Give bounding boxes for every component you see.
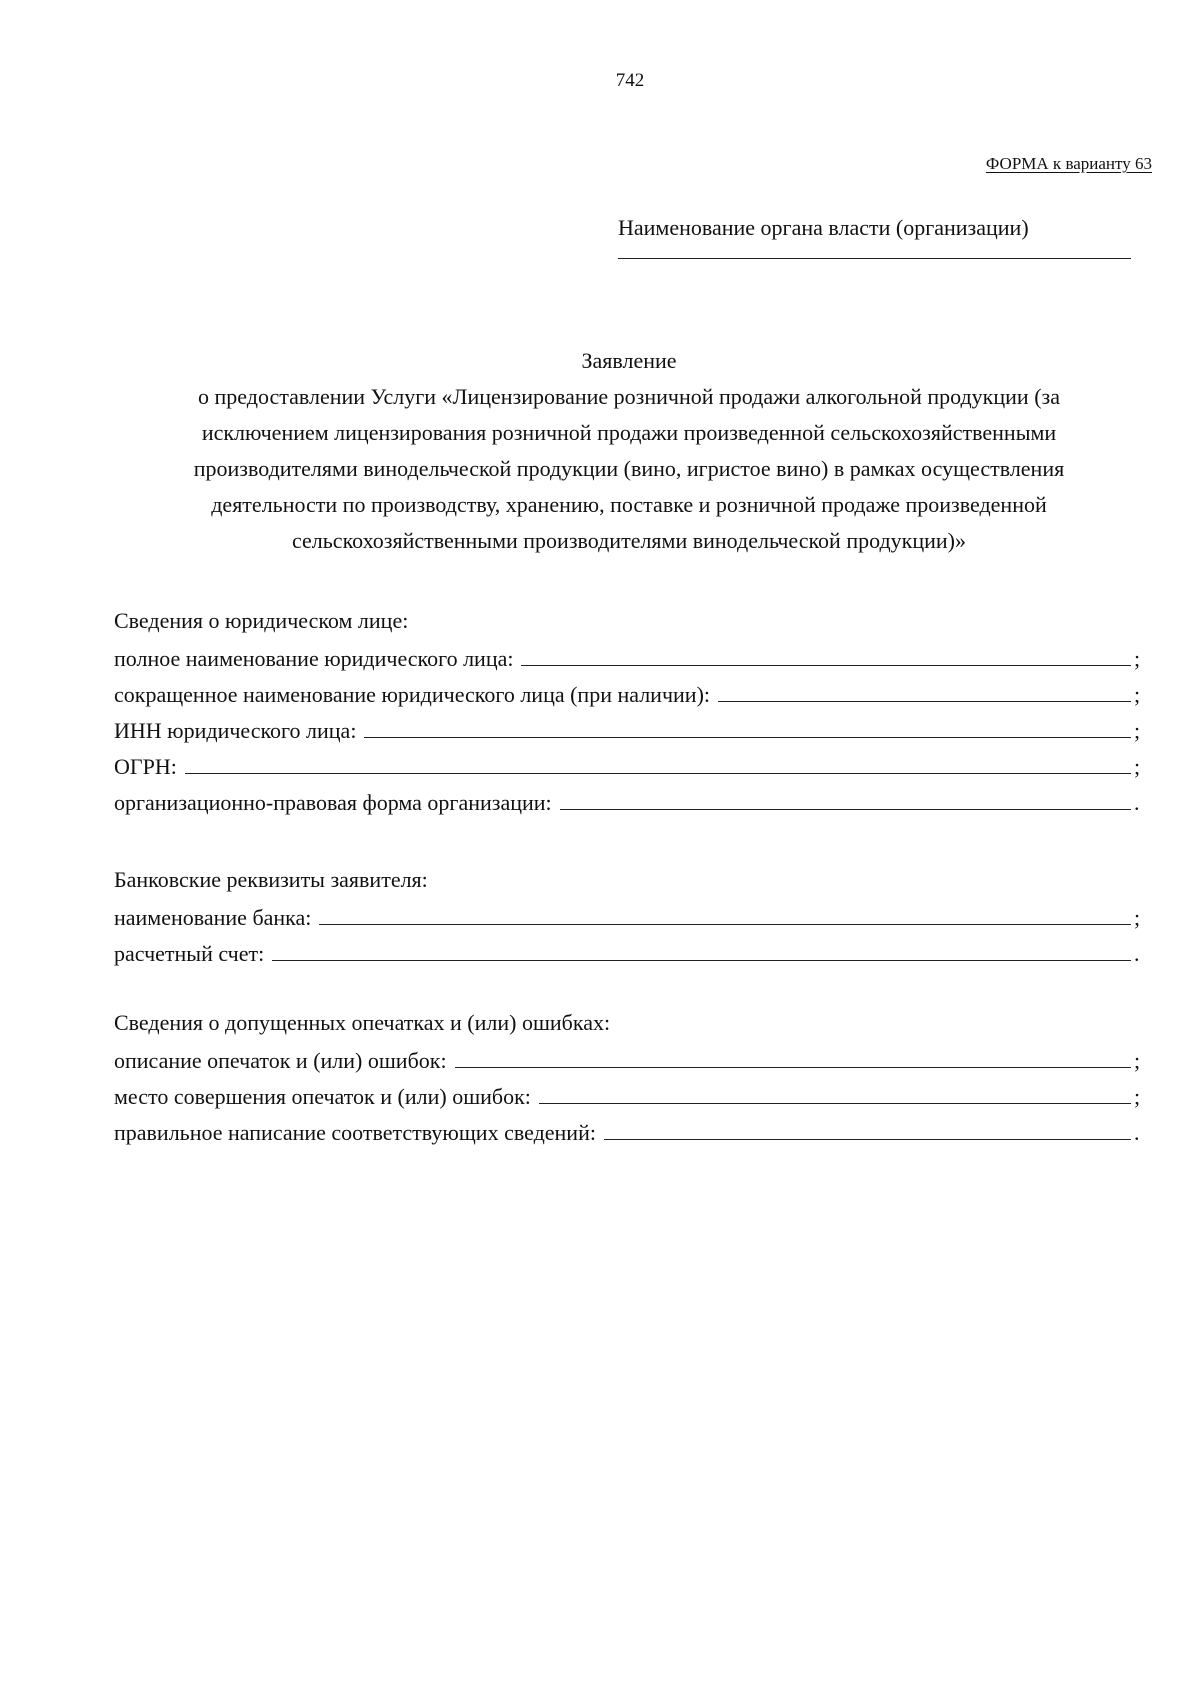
field-account: [114, 934, 1144, 970]
authority-block: [618, 213, 1138, 259]
field-terminator: ;: [1134, 1048, 1141, 1073]
account-input[interactable]: [272, 934, 1131, 961]
title-line: деятельности по производству, хранению, поставке и розничной продаже произведенной: [211, 492, 1047, 517]
field-short-name: [114, 675, 1144, 711]
field-bank-name: [114, 898, 1144, 934]
field-error-description: [114, 1041, 1144, 1077]
inn-input[interactable]: [364, 711, 1131, 738]
application-title: [128, 343, 1130, 559]
title-line: исключением лицензирования розничной продажи произведенной сельскохозяйственными: [201, 420, 1057, 445]
field-label: описание опечаток и (или) ошибок:: [114, 1048, 447, 1073]
error-description-input[interactable]: [455, 1041, 1131, 1068]
field-ogrn: [114, 747, 1144, 783]
legal-entity-heading: Сведения о юридическом лице:: [114, 608, 409, 633]
page-number: 742: [615, 70, 645, 91]
errors-section: [114, 1005, 1144, 1149]
correct-spelling-input[interactable]: [604, 1113, 1131, 1140]
bank-section: [114, 862, 1144, 970]
full-name-input[interactable]: [521, 639, 1131, 666]
legal-form-input[interactable]: [560, 783, 1131, 810]
bank-heading: Банковские реквизиты заявителя:: [114, 867, 428, 892]
field-label: организационно-правовая форма организации:: [114, 790, 552, 815]
field-terminator: ;: [1134, 754, 1141, 779]
field-inn: [114, 711, 1144, 747]
field-label: сокращенное наименование юридического лица (при наличии):: [114, 682, 711, 707]
field-full-name: [114, 639, 1144, 675]
field-label: ОГРН:: [114, 754, 177, 779]
field-label: правильное написание соответствующих сведений:: [114, 1120, 596, 1145]
short-name-input[interactable]: [718, 675, 1131, 702]
field-terminator: ;: [1134, 1084, 1141, 1109]
title-line: производителями винодельческой продукции (вино, игристое вино) в рамках осуществления: [193, 456, 1065, 481]
field-label: ИНН юридического лица:: [114, 718, 357, 743]
title-description: [128, 379, 1130, 559]
form-reference: ФОРМА к варианту 63: [985, 154, 1152, 173]
errors-heading: Сведения о допущенных опечатках и (или) ошибках:: [114, 1010, 611, 1035]
authority-label: Наименование органа власти (организации): [618, 215, 1029, 240]
field-label: расчетный счет:: [114, 941, 265, 966]
title-line: сельскохозяйственными производителями винодельческой продукции)»: [292, 528, 966, 553]
field-terminator: .: [1134, 941, 1140, 966]
field-terminator: ;: [1134, 905, 1141, 930]
legal-entity-section: [114, 603, 1144, 819]
field-terminator: .: [1134, 790, 1140, 815]
field-correct-spelling: [114, 1113, 1144, 1149]
field-label: полное наименование юридического лица:: [114, 646, 514, 671]
ogrn-input[interactable]: [185, 747, 1131, 774]
title-word: Заявление: [581, 348, 677, 373]
field-label: наименование банка:: [114, 905, 312, 930]
field-label: место совершения опечаток и (или) ошибок:: [114, 1084, 531, 1109]
field-terminator: ;: [1134, 682, 1141, 707]
field-error-location: [114, 1077, 1144, 1113]
field-legal-form: [114, 783, 1144, 819]
authority-input-line[interactable]: [618, 257, 1131, 259]
bank-name-input[interactable]: [319, 898, 1131, 925]
title-line: о предоставлении Услуги «Лицензирование розничной продажи алкогольной продукции (за: [198, 384, 1060, 409]
field-terminator: ;: [1134, 718, 1141, 743]
field-terminator: .: [1134, 1120, 1140, 1145]
error-location-input[interactable]: [539, 1077, 1131, 1104]
field-terminator: ;: [1134, 646, 1141, 671]
